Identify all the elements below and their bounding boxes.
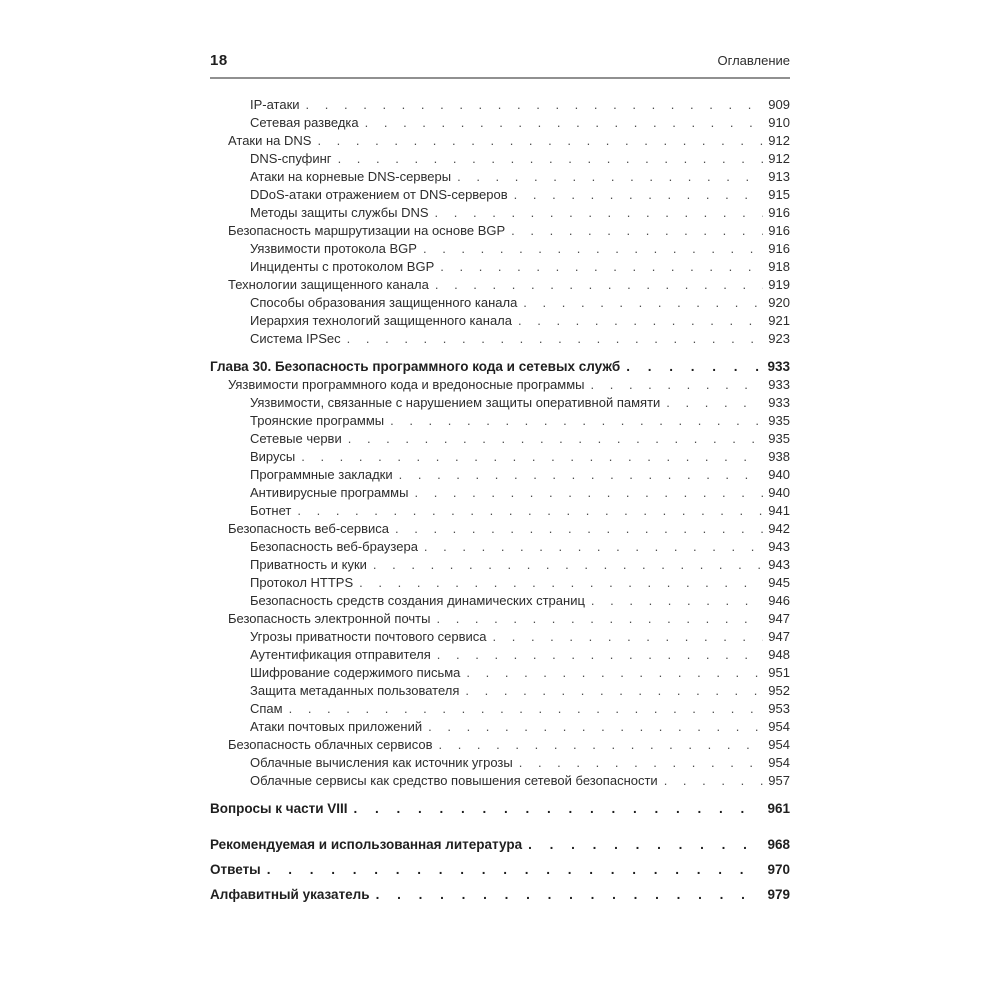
toc-dot-leader (436, 610, 763, 628)
toc-dot-leader (414, 484, 763, 502)
toc-dot-leader (511, 222, 763, 240)
toc-entry-title: Безопасность маршрутизации на основе BGP (228, 223, 506, 238)
toc-dot-leader (437, 646, 764, 664)
toc-dot-leader (591, 592, 763, 610)
toc-entry-title: Технологии защищенного канала (228, 277, 429, 292)
toc-entry-title: Безопасность облачных сервисов (228, 737, 433, 752)
toc-dot-leader (519, 754, 764, 772)
toc-entry-title: Программные закладки (250, 467, 393, 482)
toc-entry (210, 222, 790, 240)
toc-dot-leader (395, 520, 763, 538)
toc-entry-title: Система IPSec (250, 331, 341, 346)
toc-entry-page: 941 (768, 503, 790, 518)
toc-entry-title: Атаки на корневые DNS-серверы (250, 169, 452, 184)
toc-dot-leader (438, 736, 763, 754)
toc-dot-leader (424, 538, 763, 556)
toc-entry (210, 240, 790, 258)
toc-entry-title: Иерархия технологий защищенного канала (250, 313, 512, 328)
toc-dot-leader (347, 330, 764, 348)
running-head-title: Оглавление (717, 53, 790, 68)
toc-entry-page: 954 (768, 755, 790, 770)
toc-entry-title: Безопасность электронной почты (228, 611, 431, 626)
toc-dot-leader (528, 836, 762, 854)
toc-entry-page: 913 (768, 169, 790, 184)
toc-dot-leader (591, 376, 764, 394)
toc-entry-title: Рекомендуемая и использованная литература (210, 837, 523, 852)
toc-entry-page: 940 (768, 467, 790, 482)
toc-entry (210, 556, 790, 574)
toc-dot-leader (297, 502, 763, 520)
toc-entry (210, 592, 790, 610)
toc-entry-title: Уязвимости, связанные с нарушением защиты оперативной памяти (250, 395, 661, 410)
toc-entry (210, 628, 790, 646)
toc-dot-leader (399, 466, 764, 484)
toc-entry-title: Ответы (210, 862, 261, 877)
toc-dot-leader (466, 664, 763, 682)
toc-entry (210, 836, 790, 854)
toc-entry-title: Троянские программы (250, 413, 385, 428)
toc-entry-page: 961 (767, 801, 790, 816)
toc-entry-title: Атаки почтовых приложений (250, 719, 423, 734)
toc-dot-leader (376, 886, 763, 904)
toc-dot-leader (373, 556, 763, 574)
toc-entry-page: 916 (768, 241, 790, 256)
toc-entry (210, 484, 790, 502)
toc-entry (210, 718, 790, 736)
toc-entry-title: Облачные вычисления как источник угрозы (250, 755, 513, 770)
toc-dot-leader (457, 168, 763, 186)
toc-entry-page: 948 (768, 647, 790, 662)
toc-entry-page: 933 (768, 395, 790, 410)
toc-entry (210, 682, 790, 700)
toc-entry (210, 861, 790, 879)
toc-entry-page: 923 (768, 331, 790, 346)
toc-entry-title: Облачные сервисы как средство повышения сетевой безопасности (250, 773, 658, 788)
toc-entry-page: 947 (768, 629, 790, 644)
toc-entry (210, 538, 790, 556)
toc-dot-leader (428, 718, 763, 736)
toc-entry-page: 945 (768, 575, 790, 590)
toc-dot-leader (306, 96, 764, 114)
toc-entry (210, 330, 790, 348)
toc-entry-title: Вирусы (250, 449, 296, 464)
toc-entry-page: 938 (768, 449, 790, 464)
toc-entry (210, 466, 790, 484)
toc-entry-title: Защита метаданных пользователя (250, 683, 460, 698)
toc-dot-leader (354, 800, 763, 818)
toc-entry-page: 970 (767, 862, 790, 877)
toc-entry-page: 919 (768, 277, 790, 292)
toc-entry-page: 920 (768, 295, 790, 310)
toc-entry-page: 933 (767, 359, 790, 374)
toc-entry-page: 909 (768, 97, 790, 112)
toc-entry-page: 916 (768, 205, 790, 220)
toc-entry-page: 912 (768, 133, 790, 148)
toc-dot-leader (359, 574, 763, 592)
folio-page-number: 18 (210, 52, 228, 69)
toc-dot-leader (493, 628, 764, 646)
toc-dot-leader (317, 132, 763, 150)
toc-entry-page: 940 (768, 485, 790, 500)
toc-entry-page: 946 (768, 593, 790, 608)
toc-entry-page: 953 (768, 701, 790, 716)
toc-entry-page: 910 (768, 115, 790, 130)
toc-entry-title: Методы защиты службы DNS (250, 205, 429, 220)
toc-entry-page: 933 (768, 377, 790, 392)
toc-dot-leader (514, 186, 764, 204)
toc-entry (210, 376, 790, 394)
toc-entry (210, 114, 790, 132)
toc-dot-leader (518, 312, 763, 330)
toc-entry (210, 168, 790, 186)
toc-entry (210, 520, 790, 538)
toc-entry-page: 968 (767, 837, 790, 852)
toc-entry (210, 772, 790, 790)
toc-entry (210, 502, 790, 520)
toc-entry-page: 935 (768, 413, 790, 428)
toc-entry (210, 664, 790, 682)
toc-entry-title: Спам (250, 701, 283, 716)
toc-entry (210, 646, 790, 664)
toc-entry-title: Атаки на DNS (228, 133, 312, 148)
toc-entry-title: Шифрование содержимого письма (250, 665, 461, 680)
toc-dot-leader (523, 294, 763, 312)
toc-dot-leader (626, 358, 762, 376)
toc-entry (210, 610, 790, 628)
toc-entry-title: Сетевая разведка (250, 115, 359, 130)
toc-entry-title: Антивирусные программы (250, 485, 409, 500)
toc-entry-title: Приватность и куки (250, 557, 367, 572)
toc-entry (210, 574, 790, 592)
toc-dot-leader (435, 276, 763, 294)
toc-entry-title: Ботнет (250, 503, 292, 518)
toc-list (210, 96, 790, 904)
toc-entry-title: Протокол HTTPS (250, 575, 354, 590)
toc-entry (210, 736, 790, 754)
toc-dot-leader (338, 150, 764, 168)
toc-entry-page: 954 (768, 719, 790, 734)
toc-entry (210, 312, 790, 330)
toc-dot-leader (440, 258, 763, 276)
toc-dot-leader (289, 700, 764, 718)
toc-entry-page: 921 (768, 313, 790, 328)
toc-dot-leader (348, 430, 764, 448)
toc-entry-page: 942 (768, 521, 790, 536)
toc-entry (210, 204, 790, 222)
toc-entry-page: 952 (768, 683, 790, 698)
toc-entry-page: 957 (768, 773, 790, 788)
page-content (210, 52, 790, 904)
toc-entry (210, 754, 790, 772)
toc-entry-title: Алфавитный указатель (210, 887, 370, 902)
toc-entry-title: Безопасность средств создания динамических страниц (250, 593, 585, 608)
toc-entry (210, 800, 790, 818)
toc-entry-title: Уязвимости программного кода и вредоносные программы (228, 377, 585, 392)
toc-entry-title: Угрозы приватности почтового сервиса (250, 629, 487, 644)
toc-entry-page: 951 (768, 665, 790, 680)
toc-entry-page: 912 (768, 151, 790, 166)
toc-entry-page: 916 (768, 223, 790, 238)
toc-entry-title: Глава 30. Безопасность программного кода и сетевых служб (210, 359, 621, 374)
toc-entry-title: Аутентификация отправителя (250, 647, 431, 662)
toc-entry-title: IP-атаки (250, 97, 300, 112)
toc-entry-title: DNS-спуфинг (250, 151, 332, 166)
toc-entry-page: 935 (768, 431, 790, 446)
toc-entry-page: 979 (767, 887, 790, 902)
toc-entry (210, 150, 790, 168)
toc-entry-page: 915 (768, 187, 790, 202)
toc-entry (210, 358, 790, 376)
toc-entry (210, 258, 790, 276)
toc-entry-title: Способы образования защищенного канала (250, 295, 518, 310)
toc-entry (210, 886, 790, 904)
toc-entry (210, 394, 790, 412)
toc-entry (210, 294, 790, 312)
toc-dot-leader (465, 682, 763, 700)
toc-dot-leader (666, 394, 763, 412)
toc-dot-leader (365, 114, 764, 132)
toc-entry (210, 132, 790, 150)
toc-entry (210, 448, 790, 466)
toc-entry-title: Инциденты с протоколом BGP (250, 259, 435, 274)
toc-entry (210, 412, 790, 430)
toc-entry (210, 700, 790, 718)
toc-entry-title: Безопасность веб-браузера (250, 539, 418, 554)
toc-entry-page: 954 (768, 737, 790, 752)
toc-dot-leader (423, 240, 763, 258)
toc-dot-leader (664, 772, 764, 790)
toc-dot-leader (267, 861, 763, 879)
toc-entry-page: 943 (768, 557, 790, 572)
toc-dot-leader (435, 204, 764, 222)
toc-entry-page: 918 (768, 259, 790, 274)
toc-entry-title: Вопросы к части VIII (210, 801, 348, 816)
toc-entry (210, 430, 790, 448)
toc-entry-title: DDoS-атаки отражением от DNS-серверов (250, 187, 508, 202)
toc-entry (210, 186, 790, 204)
toc-entry-page: 947 (768, 611, 790, 626)
toc-entry-title: Уязвимости протокола BGP (250, 241, 417, 256)
toc-entry-page: 943 (768, 539, 790, 554)
toc-entry-title: Сетевые черви (250, 431, 342, 446)
toc-entry-title: Безопасность веб-сервиса (228, 521, 390, 536)
toc-entry (210, 276, 790, 294)
running-head (210, 52, 790, 79)
toc-dot-leader (301, 448, 763, 466)
toc-dot-leader (390, 412, 763, 430)
toc-entry (210, 96, 790, 114)
